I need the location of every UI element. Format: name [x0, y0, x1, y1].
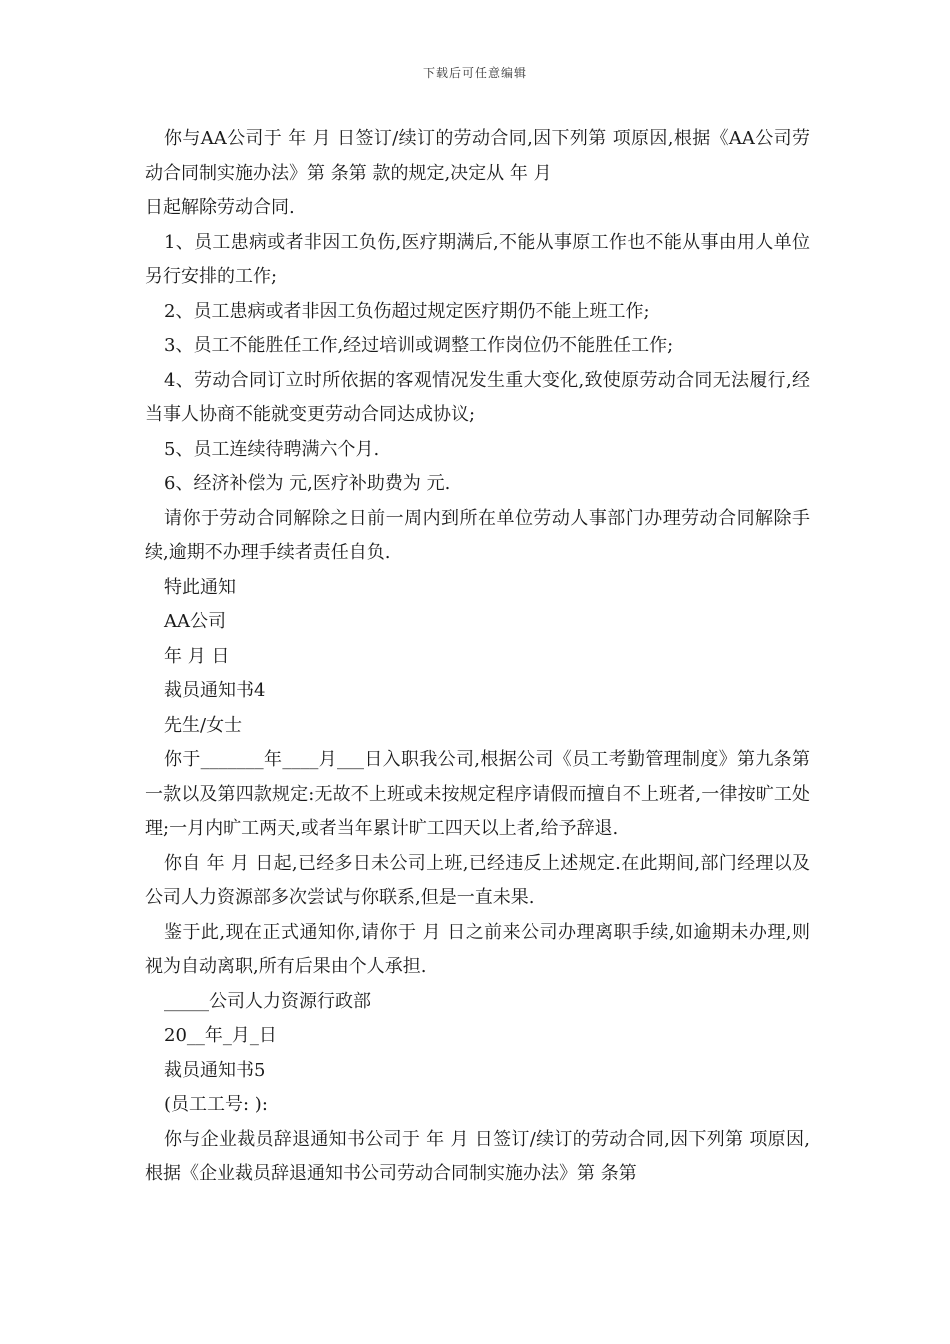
list-item: 5、员工连续待聘满六个月. [164, 438, 380, 460]
list-item: 2、员工患病或者非因工负伤超过规定医疗期仍不能上班工作; [164, 300, 650, 322]
list-item: 4、劳动合同订立时所依据的客观情况发生重大变化,致使原劳动合同无法履行,经当事人协商不能就变更劳动合同达成协议; [145, 369, 810, 425]
salutation: 先生/女士 [164, 714, 243, 736]
signature-date: 年 月 日 [164, 645, 230, 667]
paragraph: 你与企业裁员辞退通知书公司于 年 月 日签订/续订的劳动合同,因下列第 项原因,根据《企业裁员辞退通知书公司劳动合同制实施办法》第 条第 [145, 1128, 810, 1184]
section-heading: 裁员通知书4 [164, 680, 266, 701]
signature-company: AA公司 [164, 611, 226, 632]
list-item: 3、员工不能胜任工作,经过培训或调整工作岗位仍不能胜任工作; [164, 335, 674, 356]
paragraph: 鉴于此,现在正式通知你,请你于 月 日之前来公司办理离职手续,如逾期未办理,则视为自动离职,所有后果由个人承担. [145, 921, 810, 977]
list-item: 6、经济补偿为 元,医疗补助费为 元. [164, 473, 451, 494]
document-body [145, 122, 810, 1192]
signature-department: _____公司人力资源行政部 [164, 990, 371, 1012]
closing-line: 特此通知 [164, 576, 236, 598]
paragraph: 你与AA公司于 年 月 日签订/续订的劳动合同,因下列第 项原因,根据《AA公司劳动合同制实施办法》第 条第 款的规定,决定从 年 月 [145, 128, 810, 184]
signature-date: 20__年_月_日 [164, 1025, 277, 1046]
paragraph: 你自 年 月 日起,已经多日未公司上班,已经违反上述规定.在此期间,部门经理以及公司人力资源部多次尝试与你联系,但是一直未果. [145, 852, 810, 908]
paragraph: 请你于劳动合同解除之日前一周内到所在单位劳动人事部门办理劳动合同解除手续,逾期不办理手续者责任自负. [145, 507, 810, 563]
section-heading: 裁员通知书5 [164, 1059, 266, 1081]
page-header-note: 下载后可任意编辑 [422, 66, 527, 80]
paragraph: 你于_______年____月___日入职我公司,根据公司《员工考勤管理制度》第九条第一款以及第四款规定:无故不上班或未按规定程序请假而擅自不上班者,一律按旷工处理;一月内旷工两天,或者当年累计旷工四天以上者,给予辞退. [145, 749, 810, 839]
list-item: 1、员工患病或者非因工负伤,医疗期满后,不能从事原工作也不能从事由用人单位另行安排的工作; [145, 231, 810, 287]
salutation: (员工工号: ): [164, 1094, 268, 1115]
paragraph: 日起解除劳动合同. [145, 197, 295, 218]
